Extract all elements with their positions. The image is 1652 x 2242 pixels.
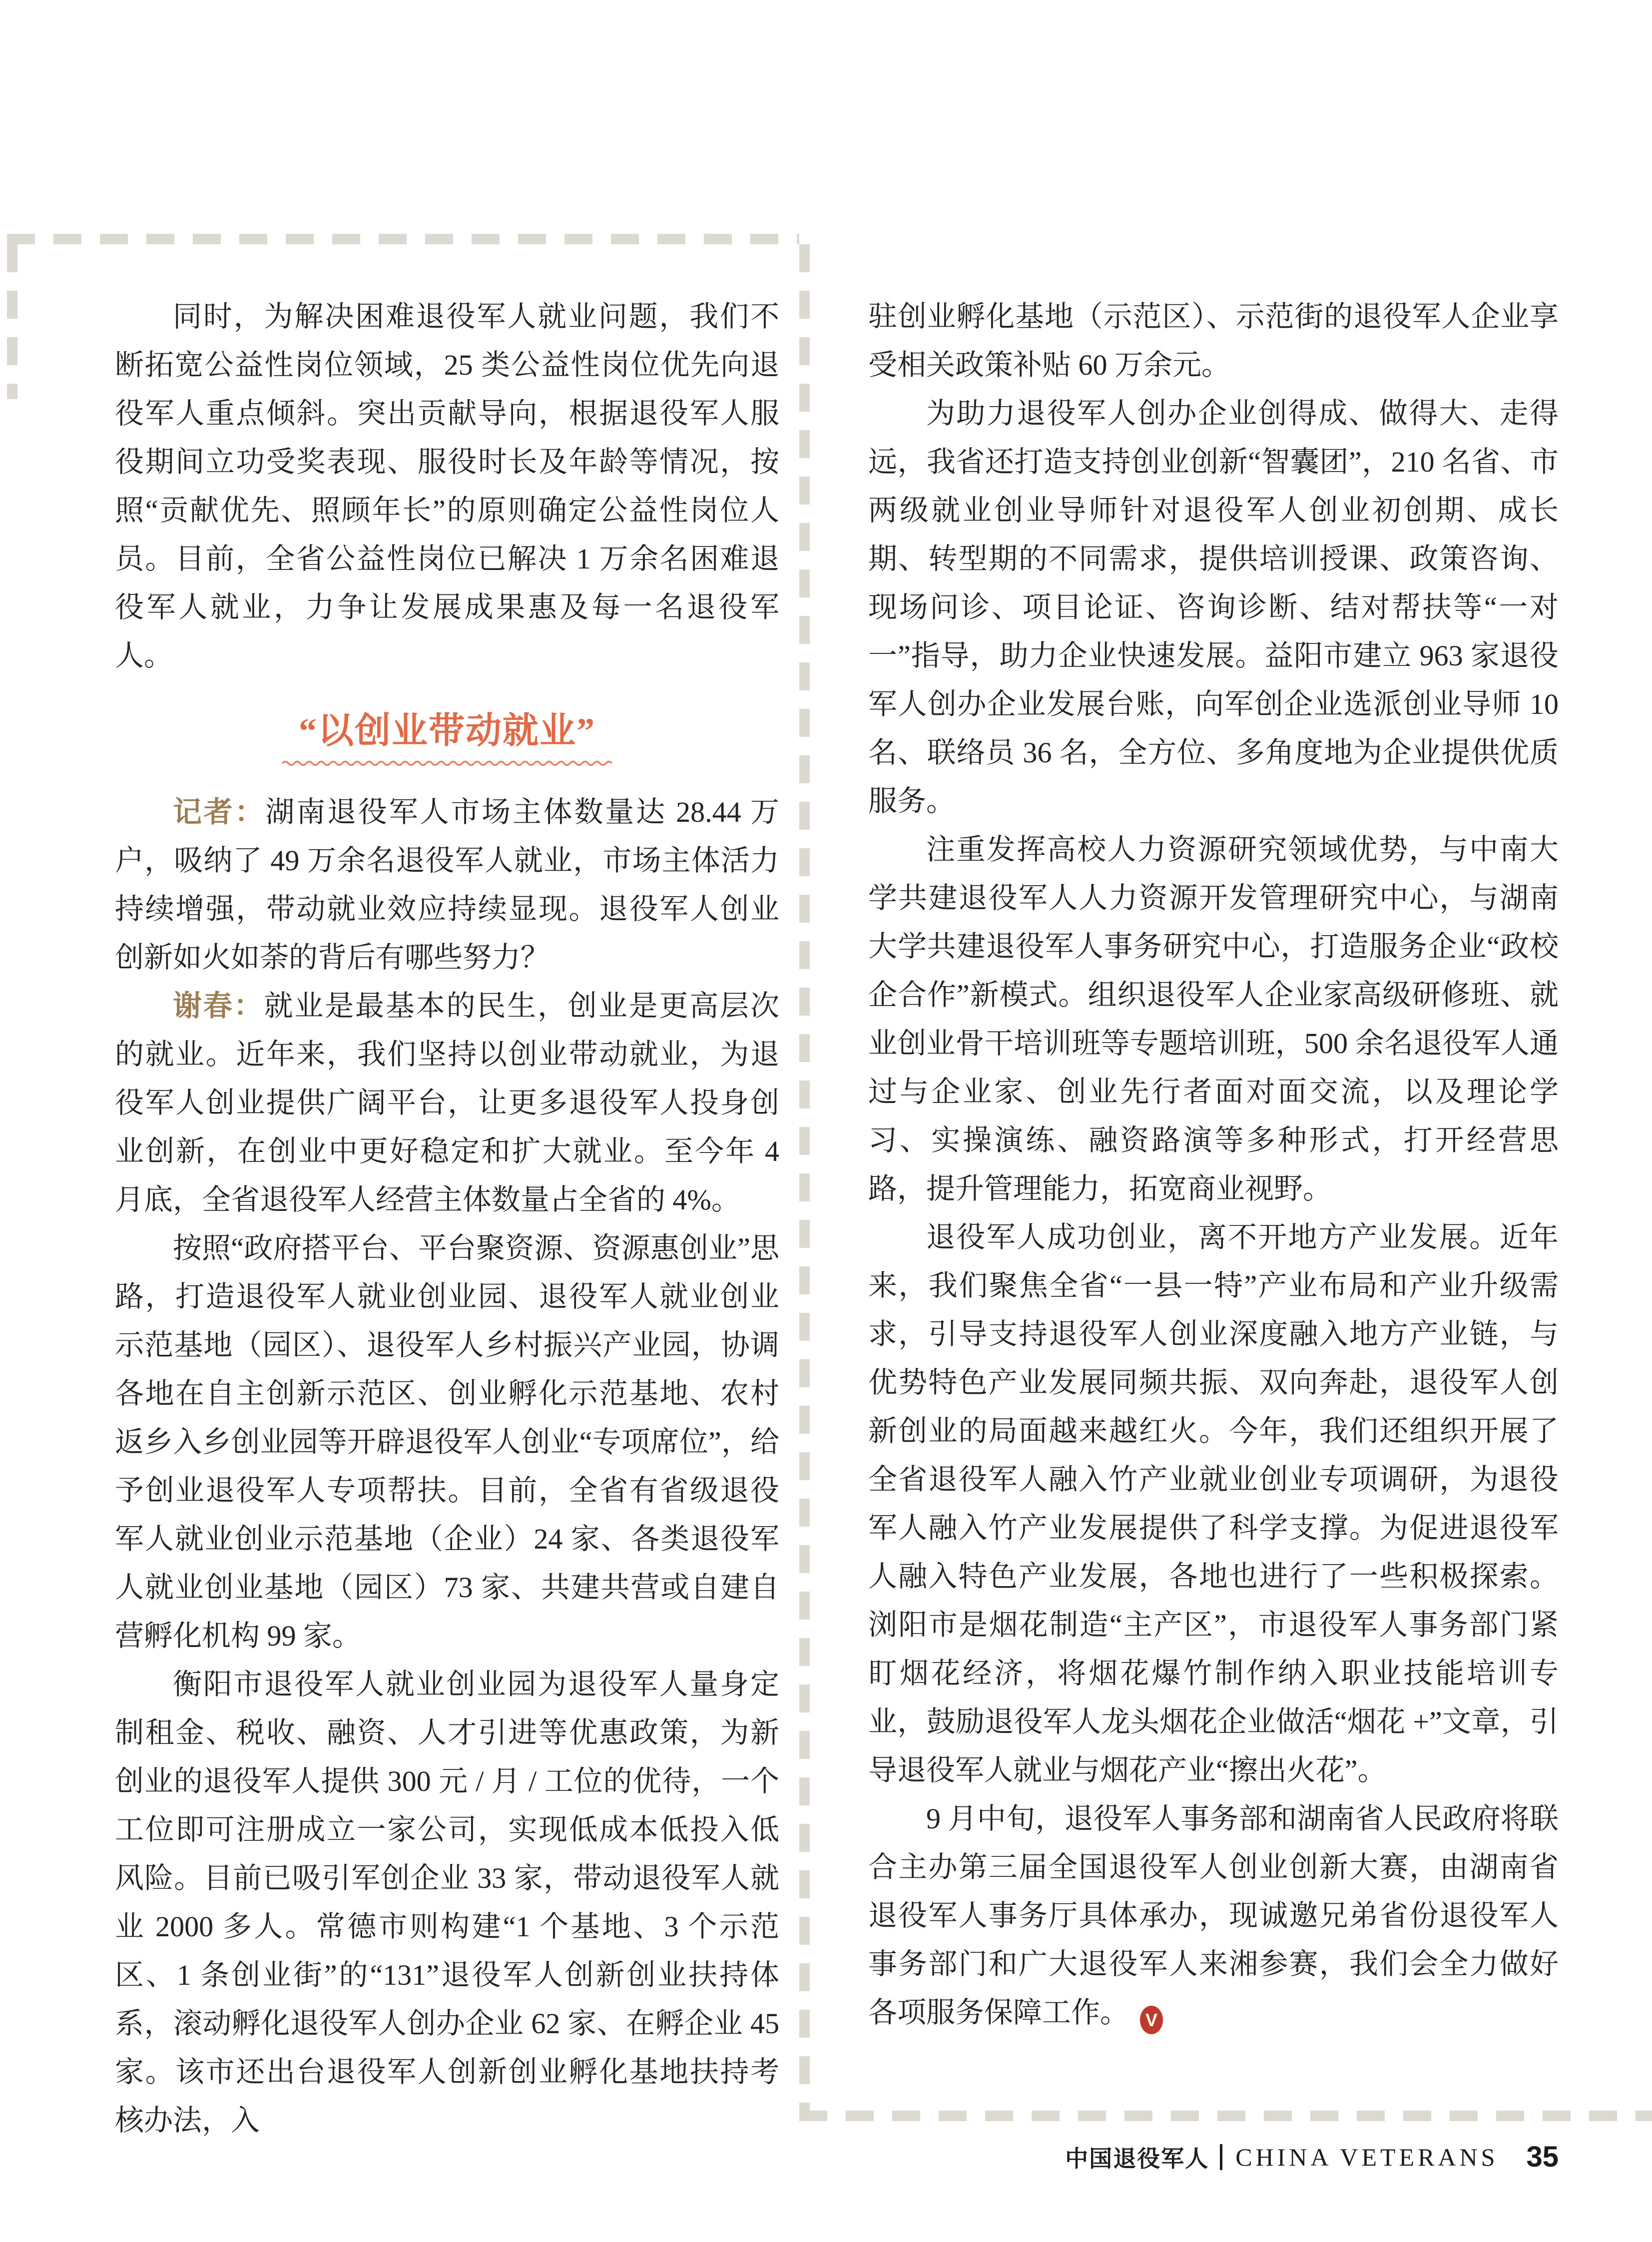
end-of-article-mark [1140, 2006, 1163, 2034]
qa-text-reporter: 湖南退役军人市场主体数量达 28.44 万户，吸纳了 49 万余名退役军人就业，市场主体活力持续增强，带动就业效应持续显现。退役军人创业创新如火如荼的背后有哪些努力？ [115, 796, 779, 974]
magazine-title-cn: 中国退役军人 [1065, 2145, 1209, 2172]
paragraph: 退役军人成功创业，离不开地方产业发展。近年来，我们聚焦全省“一县一特”产业布局和产业升级需求，引导支持退役军人创业深度融入地方产业链，与优势特色产业发展同频共振、双向奔赴，退役军人创新创业的局面越来越红火。今年，我们还组织开展了全省退役军人融入竹产业就业创业专项调研，为退役军人融入竹产业发展提供了科学支撑。为促进退役军人融入特色产业发展，各地也进行了一些积极探索。浏阳市是烟花制造“主产区”，市退役军人事务部门紧盯烟花经济，将烟花爆竹制作纳入职业技能培训专业，鼓励退役军人龙头烟花企业做活“烟花 +”文章，引导退役军人就业与烟花产业“擦出火花”。 [868, 1221, 1559, 1786]
section-heading: “以创业带动就业” [298, 711, 595, 751]
footer-separator [1220, 2144, 1222, 2170]
paragraph: 为助力退役军人创办企业创得成、做得大、走得远，我省还打造支持创业创新“智囊团”，210 名省、市两级就业创业导师针对退役军人创业初创期、成长期、转型期的不同需求，提供培训授课、政策咨询、现场问诊、项目论证、咨询诊断、结对帮扶等“一对一”指导，助力企业快速发展。益阳市建立 963 家退役军人创办企业发展台账，向军创企业选派创业导师 10 名、联络员 36 名，全方位、多角度地为企业提供优质服务。 [868, 397, 1559, 817]
dashed-column-divider [799, 244, 810, 2111]
left-column [115, 292, 779, 2145]
paragraph: 注重发挥高校人力资源研究领域优势，与中南大学共建退役军人人力资源开发管理研究中心，与湖南大学共建退役军人事务研究中心，打造服务企业“政校企合作”新模式。组织退役军人企业家高级研修班、就业创业骨干培训班等专题培训班，500 余名退役军人通过与企业家、创业先行者面对面交流，以及理论学习、实操演练、融资路演等多种形式，打开经营思路，提升管理能力，拓宽商业视野。 [868, 833, 1559, 1205]
page-number: 35 [1526, 2141, 1559, 2173]
closing-text: 9 月中旬，退役军人事务部和湖南省人民政府将联合主办第三届全国退役军人创业创新大赛，由湖南省退役军人事务厅具体承办，现诚邀兄弟省份退役军人事务部门和广大退役军人来湘参赛，我们会全力做好各项服务保障工作。 [868, 1802, 1559, 2029]
qa-text-xiechun: 就业是最基本的民生，创业是更高层次的就业。近年来，我们坚持以创业带动就业，为退役军人创业提供广阔平台，让更多退役军人投身创业创新，在创业中更好稳定和扩大就业。至今年 4 月底，全省退役军人经营主体数量占全省的 4%。 [115, 990, 779, 1216]
speaker-label-reporter: 记者： [173, 796, 266, 828]
speaker-label-xiechun: 谢春： [173, 990, 264, 1022]
right-column [868, 292, 1559, 2037]
paragraph: 按照“政府搭平台、平台聚资源、资源惠创业”思路，打造退役军人就业创业园、退役军人就业创业示范基地（园区）、退役军人乡村振兴产业园，协调各地在自主创新示范区、创业孵化示范基地、农村返乡入乡创业园等开辟退役军人创业“专项席位”，给予创业退役军人专项帮扶。目前，全省有省级退役军人就业创业示范基地（企业）24 家、各类退役军人就业创业基地（园区）73 家、共建共营或自建自营孵化机构 99 家。 [115, 1232, 779, 1652]
magazine-title-en: CHINA VETERANS [1235, 2143, 1499, 2171]
dashed-border-bottom [799, 2111, 1652, 2121]
closing-paragraph [868, 1794, 1559, 2037]
dashed-border-top [7, 234, 799, 244]
intro-paragraph: 同时，为解决困难退役军人就业问题，我们不断拓宽公益性岗位领域，25 类公益性岗位优先向退役军人重点倾斜。突出贡献导向，根据退役军人服役期间立功受奖表现、服役时长及年龄等情况，按照“贡献优先、照顾年长”的原则确定公益性岗位人员。目前，全省公益性岗位已解决 1 万余名困难退役军人就业，力争让发展成果惠及每一名退役军人。 [115, 300, 779, 672]
end-mark-letter: V [1145, 2010, 1158, 2030]
qa-paragraph-xiechun [115, 982, 779, 1224]
paragraph: 衡阳市退役军人就业创业园为退役军人量身定制租金、税收、融资、人才引进等优惠政策，为新创业的退役军人提供 300 元 / 月 / 工位的优待，一个工位即可注册成立一家公司，实现低成本低投入低风险。目前已吸引军创企业 33 家，带动退役军人就业 2000 多人。常德市则构建“1 个基地、3 个示范区、1 条创业街”的“131”退役军人创新创业扶持体系，滚动孵化退役军人创办企业 62 家、在孵企业 45 家。该市还出台退役军人创新创业孵化基地扶持考核办法，入 [115, 1668, 779, 2137]
page-footer [1065, 2140, 1559, 2174]
dashed-border-left-tail [7, 244, 17, 399]
heading-underline-squiggle [115, 759, 779, 767]
qa-paragraph-reporter [115, 788, 779, 982]
paragraph-continuation: 驻创业孵化基地（示范区）、示范街的退役军人企业享受相关政策补贴 60 万余元。 [868, 300, 1559, 381]
